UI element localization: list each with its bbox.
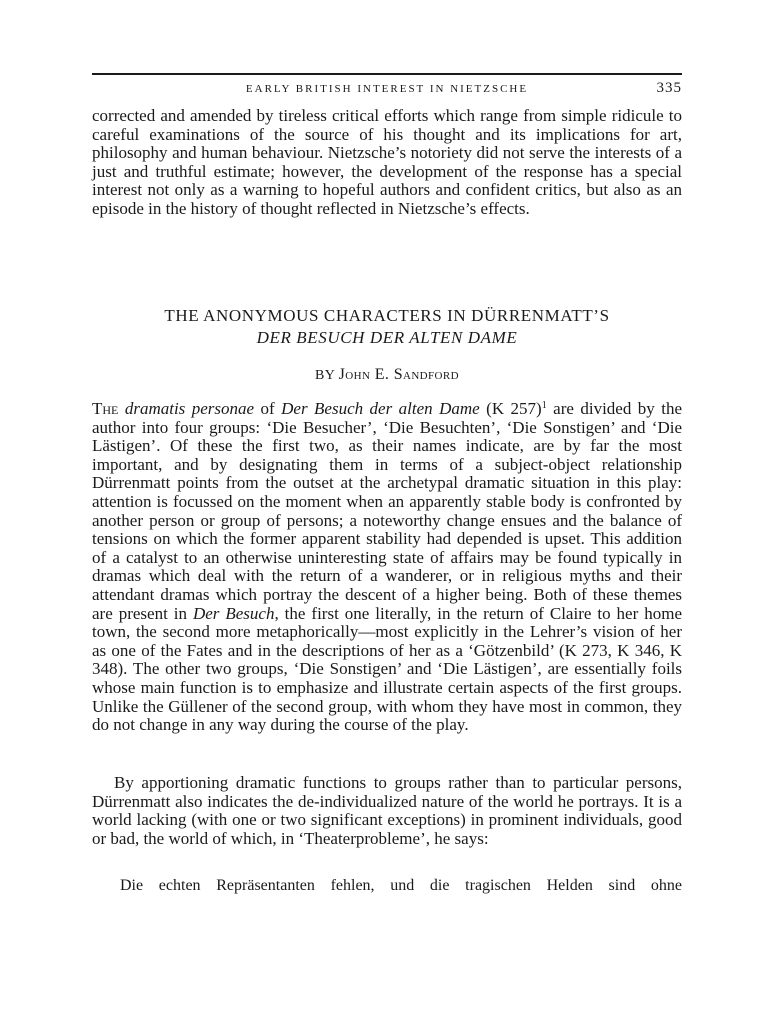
body-paragraph-1	[92, 400, 682, 735]
footnote-marker: 1	[541, 400, 547, 411]
work-title: Der Besuch der alten Dame	[281, 399, 480, 418]
der-besuch-title: Der Besuch	[192, 603, 275, 623]
body-paragraph-2: By apportioning dramatic functions to groups rather than to particular persons, Dürrenmatt also indicates the de-individualized nature of the world he portrays. It is a world lacking (with one or two significant exceptions) in prominent individuals, good or bad, the world of which, in ‘Theaterprobleme’, he says:	[92, 773, 682, 848]
article-title-line2: DER BESUCH DER ALTEN DAME	[256, 328, 518, 347]
block-quote: Die echten Repräsentanten fehlen, und die tragischen Helden sind ohne	[120, 877, 682, 894]
byline	[92, 366, 682, 384]
running-title: EARLY BRITISH INTEREST IN NIETZSCHE	[245, 83, 529, 95]
lead-word: The	[92, 399, 119, 418]
page-number: 335	[656, 80, 682, 96]
paragraph1-of: of	[254, 399, 282, 418]
paragraph1-text-a: are divided by the author into four groups: ‘Die Besucher’, ‘Die Besuchten’, ‘Die Sonstigen’ and ‘Die Lästigen’. Of these the first two, as their names indicate, are by far the most important, and by designating them in terms of a subject-object relationship Dürrenmatt points from the outset at the archetypal dramatic situation in this play: attention is focussed on the moment when an apparently stable body is confronted by another person or group of persons; a noteworthy change ensues and the balance of tensions on which the former apparent stability had depended is upset. This addition of a catalyst to an otherwise uninteresting state of affairs may be found typically in dramas which deal with the return of a wanderer, or in religious myths and their attendant dramas which portray the descent of a higher being. Both of these themes are present in	[92, 399, 683, 623]
work-reference: (K 257)	[479, 399, 542, 418]
byline-prefix: BY	[315, 368, 335, 383]
previous-article-closing-paragraph: corrected and amended by tireless critical efforts which range from simple ridicule to careful examinations of the source of his thought and its implications for art, philosophy and human behaviour. Nietzsche’s notoriety did not serve the interests of a just and truthful estimate; however, the development of the response has a special interest not only as a warning to hopeful authors and confident critics, but also as an episode in the history of thought reflected in Nietzsche’s effects.	[92, 106, 682, 218]
running-head	[92, 80, 682, 100]
paragraph1-text-b: , the first one literally, in the return of Claire to her home town, the second more metaphorically—most explicitly in the Lehrer’s vision of her as one of the Fates and in the descriptions of her as a ‘Götzenbild’ (K 273, K 346, K 348). The other two groups, ‘Die Sonstigen’ and ‘Die Lästigen’, are essentially foils whose main function is to emphasize and illustrate certain aspects of the first groups. Unlike the Güllener of the second group, with whom they have most in common, they do not change in any way during the course of the play.	[92, 603, 682, 735]
author-name: John E. Sandford	[338, 366, 459, 383]
header-rule	[92, 73, 682, 75]
article-title	[92, 305, 682, 349]
dramatis-personae-term: dramatis personae	[124, 399, 255, 418]
article-title-line1: THE ANONYMOUS CHARACTERS IN DÜRRENMATT’S	[164, 306, 610, 325]
